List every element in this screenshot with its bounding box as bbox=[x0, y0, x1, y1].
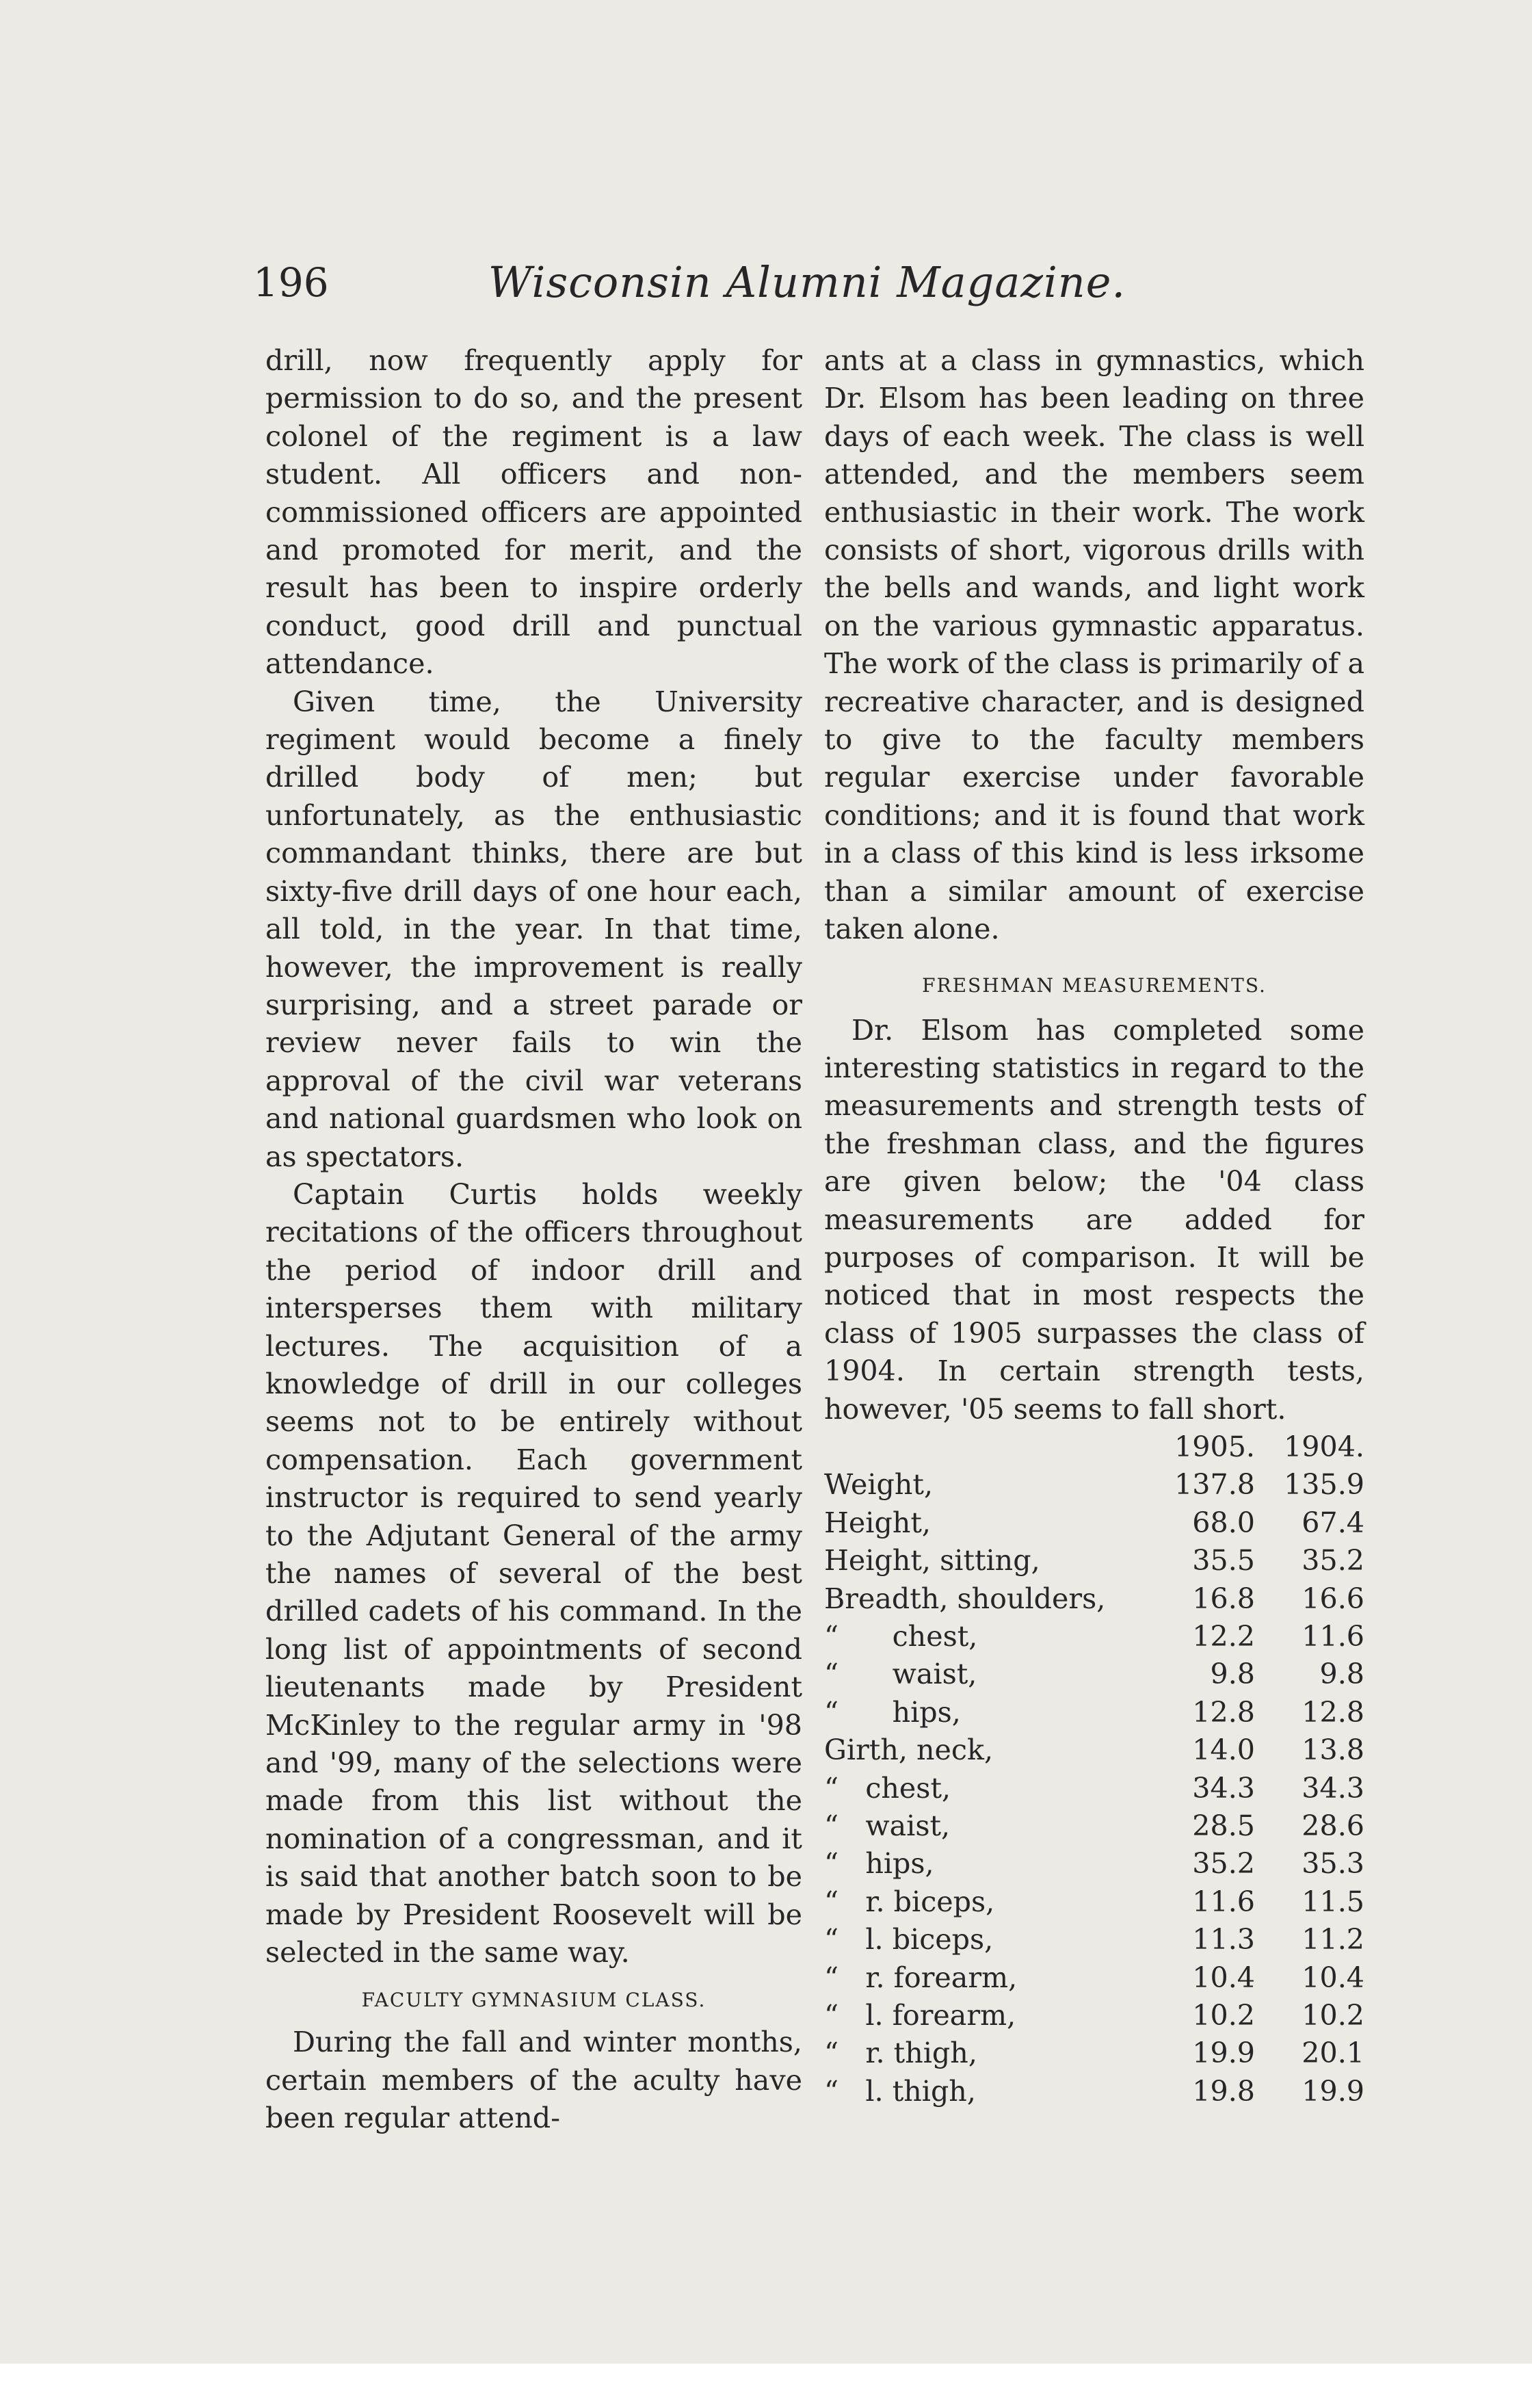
measurement-label: “ chest, bbox=[824, 1620, 978, 1653]
value-1904: 11.5 bbox=[1302, 1885, 1364, 1918]
section-heading-faculty-gymnasium: FACULTY GYMNASIUM CLASS. bbox=[361, 1989, 706, 2012]
measurement-label: “ l. forearm, bbox=[824, 1999, 1016, 2032]
table-row bbox=[824, 1997, 1364, 2034]
value-1905: 11.6 bbox=[1192, 1885, 1255, 1918]
value-1905: 34.3 bbox=[1192, 1771, 1255, 1805]
scan-bottom-margin bbox=[0, 2364, 1532, 2408]
value-1905: 10.2 bbox=[1192, 1999, 1255, 2032]
value-1904: 28.6 bbox=[1302, 1809, 1364, 1843]
measurement-label: “ chest, bbox=[824, 1771, 951, 1805]
value-1905: 19.9 bbox=[1192, 2037, 1255, 2070]
value-1904: 11.6 bbox=[1302, 1620, 1364, 1653]
value-1904: 9.8 bbox=[1319, 1658, 1364, 1691]
value-1904: 35.3 bbox=[1302, 1847, 1364, 1881]
measurement-label: “ r. forearm, bbox=[824, 1961, 1018, 1994]
value-1904: 20.1 bbox=[1302, 2037, 1364, 2070]
measurement-label: Breadth, shoulders, bbox=[824, 1582, 1106, 1615]
measurement-label: Weight, bbox=[824, 1468, 934, 1502]
value-1905: 19.8 bbox=[1192, 2074, 1255, 2108]
measurement-label: “ hips, bbox=[824, 1695, 961, 1729]
paragraph-drill: drill, now frequently apply for permission to do so, and the present colonel of the regiment is a law student. All officers and non-commissioned officers are appointed and promoted for merit, and the result has been to inspire orderly conduct, good drill and punctual attendance. bbox=[265, 344, 802, 681]
measurement-label: Height, sitting, bbox=[824, 1544, 1040, 1578]
table-row bbox=[824, 2034, 1364, 2072]
column-header-1905: 1905. bbox=[1174, 1430, 1255, 1463]
paragraph-gymnastics: ants at a class in gymnastics, which Dr. Elsom has been leading on three days of each week. The class is well attended, and the members seem enthusiastic in their work. The work consists of short, vigorous drills with the bells and wands, and light work on the various gymnastic apparatus. The work of the class is primarily of a recreative character, and is designed to give to the faculty members regular exercise under favorable conditions; and it is found that work in a class of this kind is less irksome than a similar amount of exercise taken alone. bbox=[824, 344, 1364, 946]
measurements-table bbox=[824, 1428, 1364, 2110]
value-1905: 11.3 bbox=[1192, 1923, 1255, 1956]
value-1905: 35.5 bbox=[1192, 1544, 1255, 1578]
table-row bbox=[824, 1921, 1364, 1959]
value-1904: 35.2 bbox=[1302, 1544, 1364, 1578]
paragraph-statistics: Dr. Elsom has completed some interesting statistics in regard to the measurements and strength tests of the freshman class, and the figures are given below; the '04 class measurements are added for purposes of comparison. It will be noticed that in most respects the class of 1905 surpasses the class of 1904. In certain strength tests, however, '05 seems to fall short. bbox=[824, 1013, 1364, 1426]
value-1904: 10.2 bbox=[1302, 1999, 1364, 2032]
table-row bbox=[824, 1466, 1364, 1504]
value-1904: 12.8 bbox=[1302, 1695, 1364, 1729]
table-row bbox=[824, 1542, 1364, 1580]
measurements-table-body bbox=[824, 1466, 1364, 2110]
value-1904: 34.3 bbox=[1302, 1771, 1364, 1805]
table-row bbox=[824, 1656, 1364, 1693]
measurement-label: “ hips, bbox=[824, 1847, 934, 1881]
value-1904: 67.4 bbox=[1302, 1506, 1364, 1539]
table-row bbox=[824, 1694, 1364, 1731]
value-1905: 14.0 bbox=[1192, 1733, 1255, 1767]
right-column bbox=[824, 342, 1364, 2110]
value-1904: 10.4 bbox=[1302, 1961, 1364, 1994]
value-1905: 16.8 bbox=[1192, 1582, 1255, 1615]
table-row bbox=[824, 1883, 1364, 1921]
table-row bbox=[824, 1618, 1364, 1656]
value-1905: 35.2 bbox=[1192, 1847, 1255, 1881]
table-row bbox=[824, 2073, 1364, 2110]
value-1904: 19.9 bbox=[1302, 2074, 1364, 2108]
paragraph-regiment: Given time, the University regiment would become a finely drilled body of men; but unfortunately, as the enthusiastic commandant thinks, there are but sixty-five drill days of one hour each, all told, in the year. In that time, however, the improvement is really surprising, and a street parade or review never fails to win the approval of the civil war veterans and national guardsmen who look on as spectators. bbox=[265, 685, 802, 1173]
value-1904: 13.8 bbox=[1302, 1733, 1364, 1767]
value-1904: 11.2 bbox=[1302, 1923, 1364, 1956]
table-row bbox=[824, 1845, 1364, 1883]
measurement-label: “ r. thigh, bbox=[824, 2037, 977, 2070]
measurement-label: “ l. thigh, bbox=[824, 2074, 976, 2108]
measurement-label: “ l. biceps, bbox=[824, 1923, 994, 1956]
table-header-row bbox=[824, 1428, 1364, 1466]
measurement-label: Girth, neck, bbox=[824, 1733, 994, 1767]
value-1904: 16.6 bbox=[1302, 1582, 1364, 1615]
value-1905: 28.5 bbox=[1192, 1809, 1255, 1843]
table-row bbox=[824, 1959, 1364, 1997]
table-row bbox=[824, 1770, 1364, 1807]
measurement-label: “ waist, bbox=[824, 1809, 951, 1843]
journal-title: Wisconsin Alumni Magazine. bbox=[488, 257, 1126, 307]
page-header bbox=[253, 252, 1361, 313]
table-row bbox=[824, 1504, 1364, 1542]
measurement-label: “ r. biceps, bbox=[824, 1885, 995, 1918]
page-number: 196 bbox=[253, 259, 329, 306]
table-row bbox=[824, 1731, 1364, 1769]
value-1905: 137.8 bbox=[1174, 1468, 1255, 1502]
measurement-label: Height, bbox=[824, 1506, 932, 1539]
measurement-label: “ waist, bbox=[824, 1658, 977, 1691]
left-column bbox=[265, 342, 802, 2138]
value-1905: 12.2 bbox=[1192, 1620, 1255, 1653]
table-row bbox=[824, 1807, 1364, 1845]
value-1905: 12.8 bbox=[1192, 1695, 1255, 1729]
column-header-1904: 1904. bbox=[1284, 1430, 1364, 1463]
value-1905: 68.0 bbox=[1192, 1506, 1255, 1539]
value-1904: 135.9 bbox=[1284, 1468, 1364, 1502]
paragraph-captain-curtis: Captain Curtis holds weekly recitations of the officers throughout the period of indoor drill and intersperses them with military lectures. The acquisition of a knowledge of drill in our colleges seems not to be entirely without compensation. Each government instructor is required to send yearly to the Adjutant General of the army the names of several of the best drilled cadets of his command. In the long list of appointments of second lieutenants made by President McKinley to the regular army in '98 and '99, many of the selections were made from this list without the nomination of a congressman, and it is said that another batch soon to be made by President Roosevelt will be selected in the same way. bbox=[265, 1177, 802, 1969]
section-heading-freshman-measurements: FRESHMAN MEASUREMENTS. bbox=[922, 973, 1267, 997]
paragraph-faculty-class: During the fall and winter months, certain members of the aculty have been regular attend- bbox=[265, 2026, 802, 2135]
table-row bbox=[824, 1580, 1364, 1618]
value-1905: 9.8 bbox=[1210, 1658, 1255, 1691]
value-1905: 10.4 bbox=[1192, 1961, 1255, 1994]
